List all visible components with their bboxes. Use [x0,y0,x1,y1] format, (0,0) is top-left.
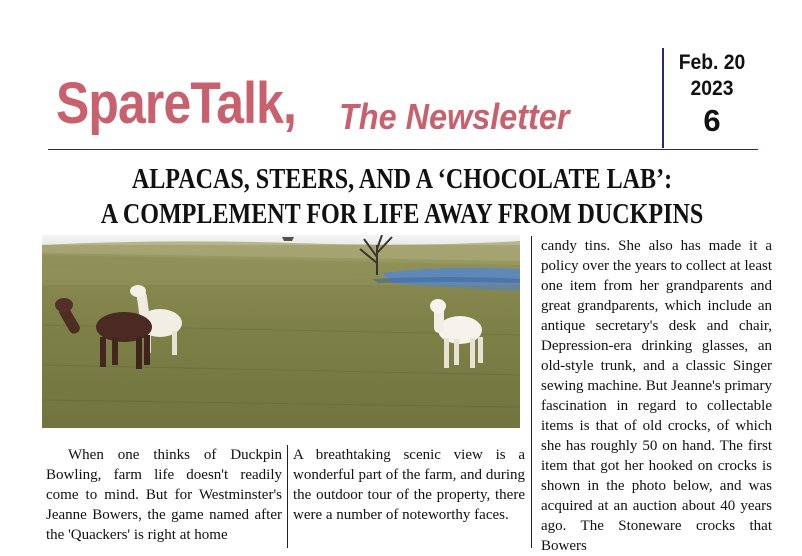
masthead-title [56,70,570,137]
issue-number: 6 [703,103,721,138]
newsletter-brand: SpareTalk, [56,71,297,136]
alpaca-photo [42,235,520,428]
newsletter-tagline: The Newsletter [339,96,570,137]
column-divider-2 [531,236,532,548]
issue-date: Feb. 20 [678,51,746,74]
issue-info [668,50,756,140]
article-column-3: candy tins. She also has made it a policy over the years to collect at least one item from her grandparents and great grandparents, which include an antique secretary's desk and chair, Depression-era drinking glasses, an old-style trunk, and a classic Singer sewing machine. But Jeanne's primary fascination in regard to collectable items is that of old crocks, of which she has roughly 50 on hand. The first item that got her hooked on crocks is shown in the photo below, and was acquired at an auction about 40 years ago. The Stoneware crocks that Bowers [541,238,772,554]
masthead-rule [48,149,758,150]
column-divider-1 [287,445,288,548]
date-divider [662,48,664,148]
headline-line-2: A COMPLEMENT FOR LIFE AWAY FROM DUCKPINS [100,199,704,230]
issue-year: 2023 [690,77,734,100]
article-column-2: A breathtaking scenic view is a wonderful part of the farm, and during the outdoor tour of the property, there were a number of noteworthy faces. [293,447,525,523]
headline-line-1: ALPACAS, STEERS, AND A ‘CHOCOLATE LAB’: [131,164,673,195]
article-column-1: When one thinks of Duckpin Bowling, farm life doesn't readily come to mind. But for Westminster's Jeanne Bowers, the game named after the 'Quackers' is right at home [46,447,282,543]
article-headline [40,162,764,232]
